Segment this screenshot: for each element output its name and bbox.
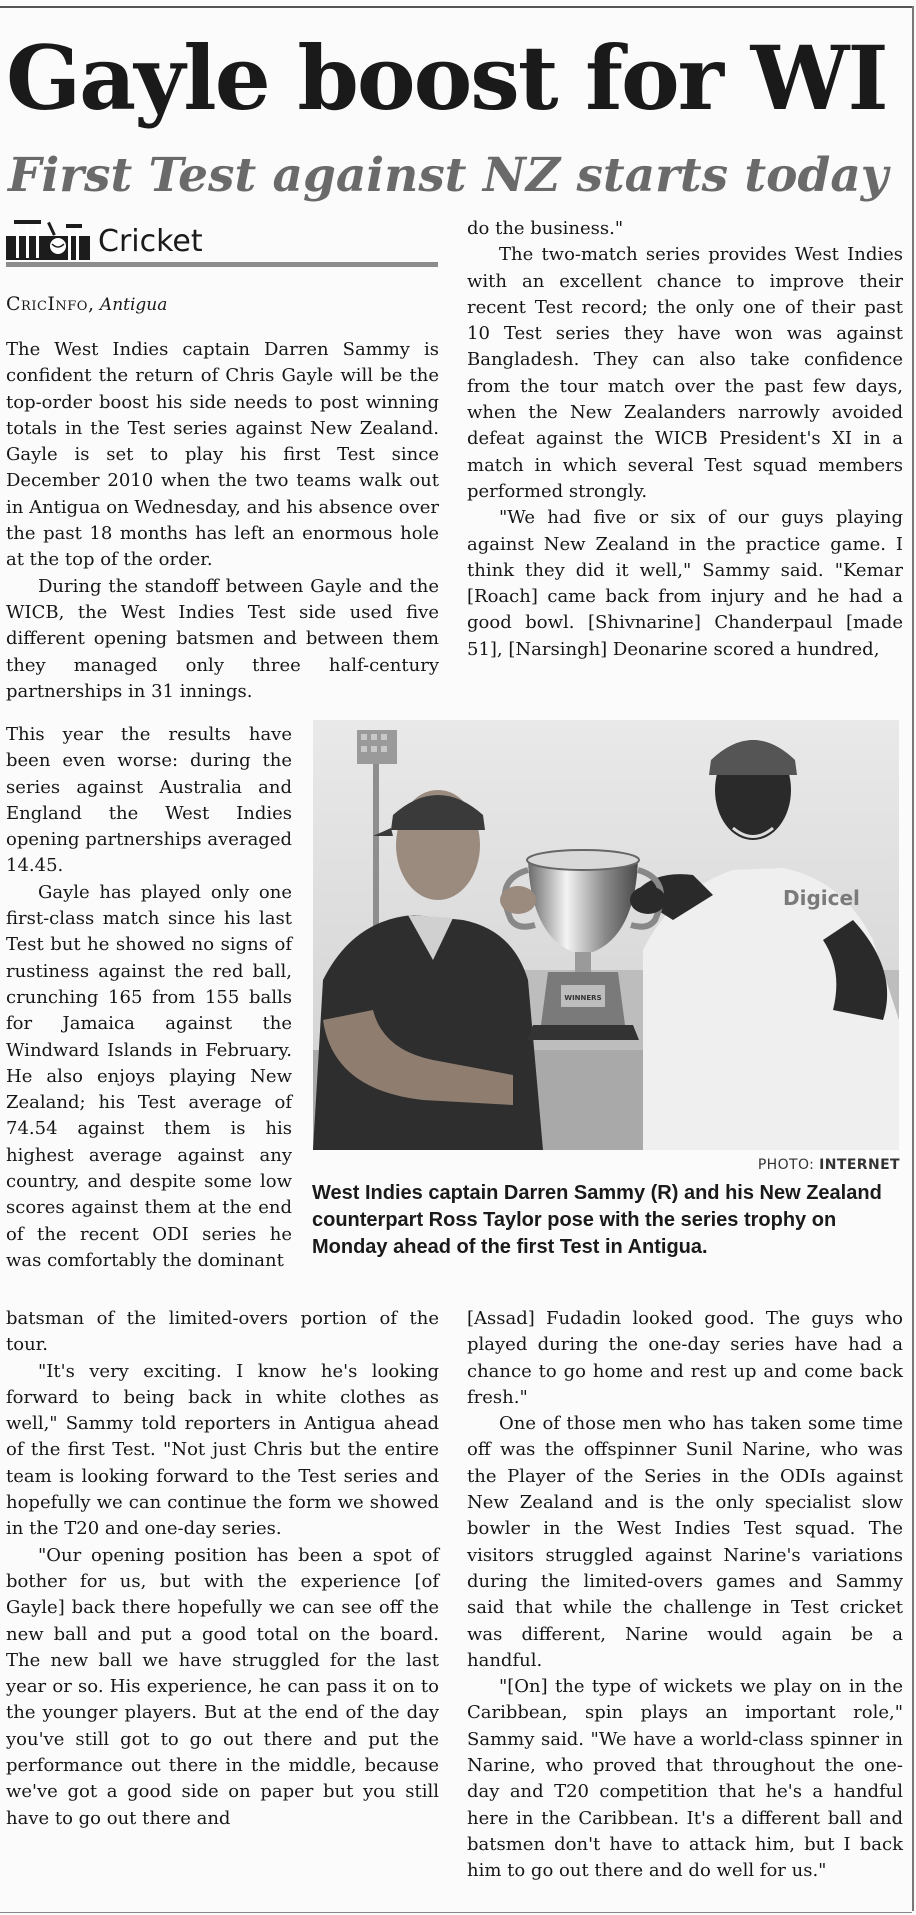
news-photo (313, 720, 899, 1150)
body-paragraph: One of those men who has taken some time off was the offspinner Sunil Narine, who was the Player of the Series in the ODIs against New Zealand and is the only specialist slow bowler in the West Indies Test squad. The visitors struggled against Narine's variations during the limited-overs games and Sammy said that while the challenge in Test cricket was different, Narine would again be a handful. (467, 1413, 903, 1671)
headline: Gayle boost for WI (6, 26, 887, 130)
section-label: Cricket (98, 224, 203, 259)
dateline (6, 293, 167, 316)
photo-credit-source: INTERNET (819, 1157, 900, 1173)
page-bottom-rule (0, 1912, 912, 1913)
shirt-sponsor-text: Digicel (783, 886, 860, 910)
section-rule (6, 262, 438, 267)
page-right-rule (912, 6, 914, 1911)
photo-credit (730, 1157, 900, 1173)
body-paragraph: During the standoff between Gayle and the WICB, the West Indies Test side used five different opening batsmen and between them they managed only three half-century partnerships in 31 innings. (6, 575, 439, 702)
body-paragraph: The two-match series provides West Indies with an excellent chance to improve their recent Test record; the only one of their past 10 Test series they have won was against Bangladesh. They can also take confidence from the tour match over the past few days, when the New Zealanders narrowly avoided defeat against the WICB President's XI in a match in which several Test squad members performed strongly. (467, 244, 903, 502)
column-1-narrow (6, 722, 292, 1274)
cricket-stumps-icon (6, 220, 90, 260)
column-1-top (6, 337, 439, 705)
photo-caption: West Indies captain Darren Sammy (R) and his New Zealand counterpart Ross Taylor pose with the series trophy on Monday ahead of the first Test in Antigua. (312, 1182, 882, 1258)
body-paragraph: "[On] the type of wickets we play on in the Caribbean, spin plays an important role," Sammy said. "We have a world-class spinner in Narine, who proved that throughout the one-day and T20 competition that he's a handful here in the Caribbean. It's a different ball and batsmen don't have to attack him, but I back him to go out there and do well for us." (467, 1676, 903, 1882)
column-2-top (467, 216, 903, 663)
section-tag (6, 216, 438, 272)
photo-credit-prefix: PHOTO: (757, 1157, 820, 1173)
column-1-bottom (6, 1306, 439, 1832)
page-top-rule (0, 6, 912, 8)
byline-location: Antigua (99, 295, 168, 315)
body-paragraph: This year the results have been even worse: during the series against Australia and England the West Indies opening partnerships averaged 14.45. (6, 724, 292, 877)
trophy-plaque-text: WINNERS (564, 994, 602, 1002)
body-paragraph: do the business." (467, 218, 624, 239)
body-paragraph: batsman of the limited-overs portion of the tour. (6, 1308, 439, 1356)
body-paragraph: "It's very exciting. I know he's looking forward to being back in white clothes as well," Sammy told reporters in Antigua ahead of the first Test. "Not just Chris but the entire team is looking forward to the Test series and hopefully we can continue the form we showed in the T20 and one-day series. (6, 1360, 439, 1540)
column-2-bottom (467, 1306, 903, 1885)
body-paragraph: Gayle has played only one first-class match since his last Test but he showed no signs of rustiness against the red ball, crunching 165 from 155 balls for Jamaica against the Windward Islands in February. He also enjoys playing New Zealand; his Test average of 74.54 against them is his highest average against any country, and despite some low scores against them at the end of the recent ODI series he was comfortably the dominant (6, 881, 292, 1271)
byline-source: CricInfo, (6, 293, 95, 315)
players-with-trophy-image (313, 720, 899, 1150)
subheadline: First Test against NZ starts today (8, 148, 889, 203)
body-paragraph: "Our opening position has been a spot of bother for us, but with the experience [of Gayle] back there hopefully we can see off the new ball and put a good total on the board. The new ball we have struggled for the last year or so. His experience, he can pass it on to the younger players. But at the end of the day you've still got to go out there and put the performance out there in the middle, because we've got a good side on paper but you still have to go out there and (6, 1544, 439, 1829)
body-paragraph: "We had five or six of our guys playing against New Zealand in the practice game. I think they did it well," Sammy said. "Kemar [Roach] came back from injury and he had a good bowl. [Shivnarine] Chanderpaul [made 51], [Narsingh] Deonarine scored a hundred, (467, 507, 903, 660)
body-paragraph: The West Indies captain Darren Sammy is confident the return of Chris Gayle will be the top-order boost his side needs to post winning totals in the Test series against New Zealand. Gayle is set to play his first Test since December 2010 when the two teams walk out in Antigua on Wednesday, and his absence over the past 18 months has left an enormous hole at the top of the order. (6, 339, 439, 571)
body-paragraph: [Assad] Fudadin looked good. The guys who played during the one-day series have had a chance to go home and rest up and come back fresh." (467, 1308, 903, 1408)
